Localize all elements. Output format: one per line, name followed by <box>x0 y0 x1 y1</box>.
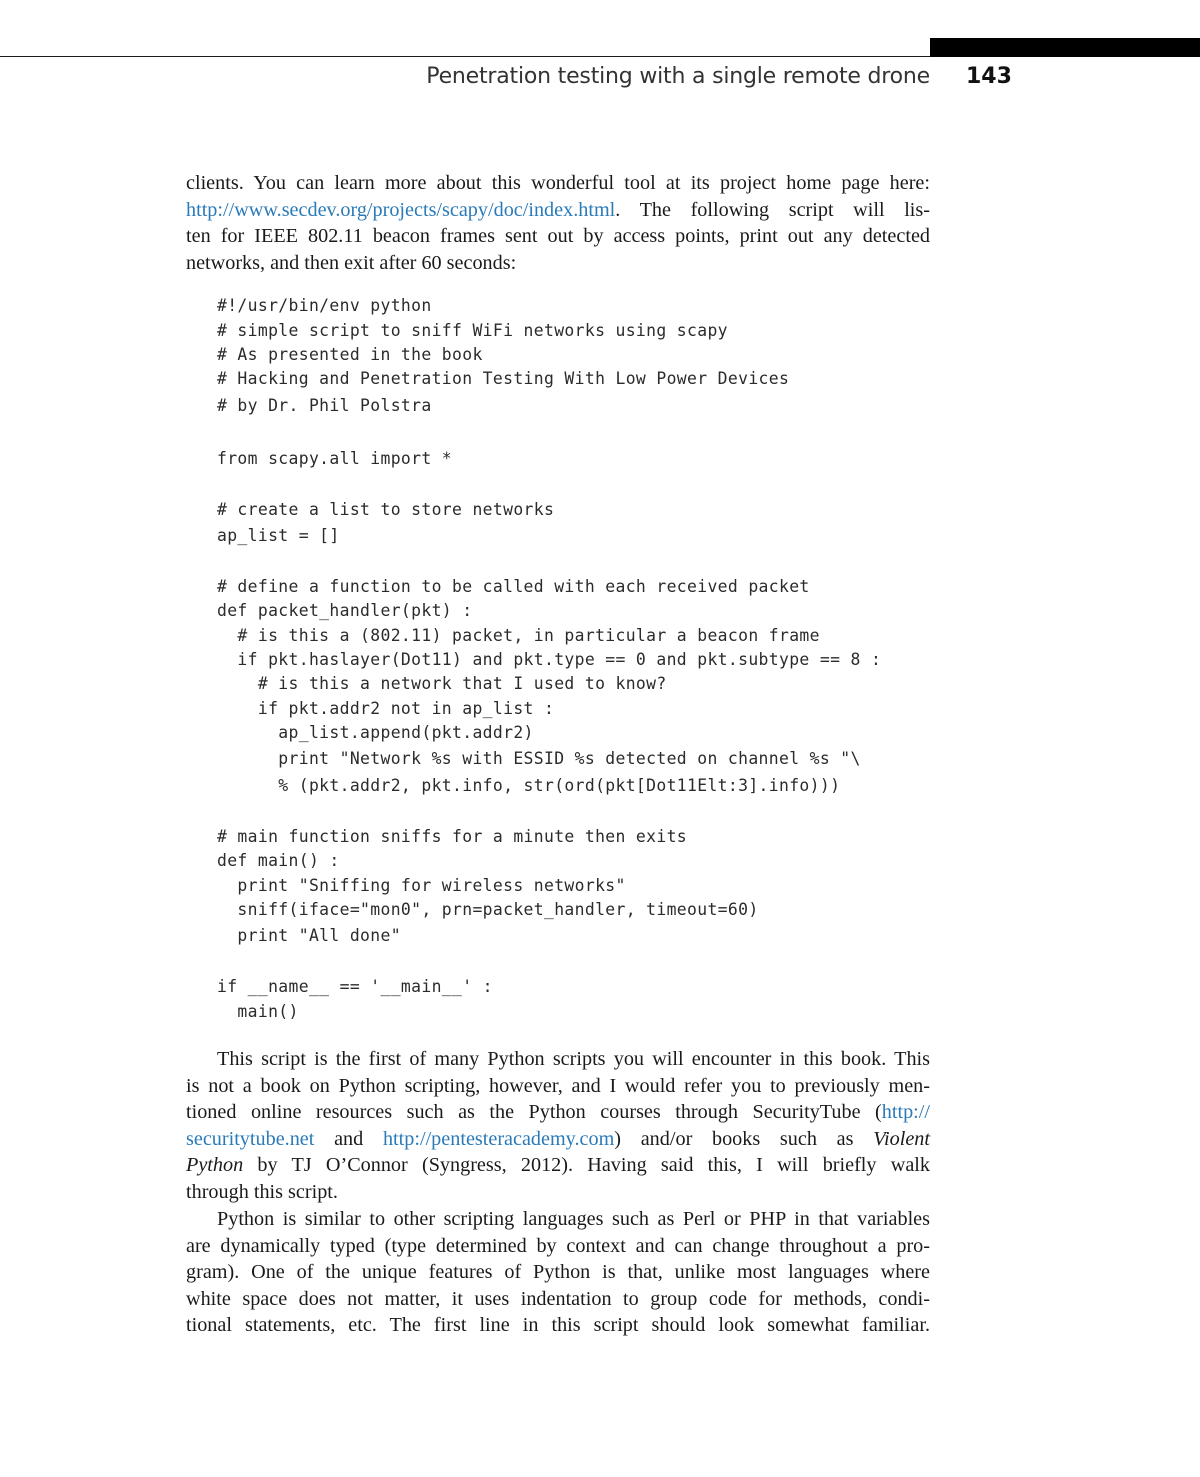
header-bar <box>930 38 1200 57</box>
code-line: # simple script to sniff WiFi networks using scapy <box>217 321 728 340</box>
securitytube-link-start[interactable]: http:// <box>881 1101 930 1124</box>
securitytube-link-end[interactable]: securitytube.net <box>186 1127 315 1150</box>
pentesteracademy-link[interactable]: http://pentesteracademy.com <box>382 1127 615 1150</box>
code-line: def main() : <box>217 851 340 870</box>
book-title-italic: Violent <box>873 1127 930 1150</box>
book-title-italic: Python <box>186 1154 244 1177</box>
code-line: # is this a (802.11) packet, in particular a beacon frame <box>217 626 820 645</box>
page-number: 143 <box>966 64 1012 89</box>
text-line <box>186 1126 930 1153</box>
code-line: ap_list.append(pkt.addr2) <box>217 723 534 742</box>
code-line: print "Sniffing for wireless networks" <box>217 876 626 895</box>
text-line: are dynamically typed (type determined by context and can change throughout a pro- <box>186 1234 930 1257</box>
text-line <box>186 1099 930 1126</box>
code-line: if __name__ == '__main__' : <box>217 977 493 996</box>
code-line: #!/usr/bin/env python <box>217 296 432 315</box>
code-line: # Hacking and Penetration Testing With Low Power Devices <box>217 369 790 388</box>
text-span: . The following script will lis- <box>615 198 930 221</box>
paragraph-python-features <box>186 1206 930 1339</box>
text-line: networks, and then exit after 60 seconds: <box>186 251 517 274</box>
text-line: ten for IEEE 802.11 beacon frames sent out by access points, print out any detected <box>186 225 930 248</box>
text-span: by TJ O’Connor (Syngress, 2012). Having said this, I will briefly walk <box>243 1154 930 1177</box>
paragraph-python-intro <box>186 1046 930 1206</box>
code-line: ap_list = [] <box>217 526 340 545</box>
text-line <box>186 197 930 224</box>
text-line: is not a book on Python scripting, however, and I would refer you to previously men- <box>186 1074 930 1097</box>
code-line: if pkt.haslayer(Dot11) and pkt.type == 0 and pkt.subtype == 8 : <box>217 650 882 669</box>
code-line: # is this a network that I used to know? <box>217 674 667 693</box>
code-line: if pkt.addr2 not in ap_list : <box>217 699 555 718</box>
code-line: # create a list to store networks <box>217 500 555 519</box>
code-line: # by Dr. Phil Polstra <box>217 396 432 415</box>
code-line: from scapy.all import * <box>217 449 453 468</box>
code-line: print "Network %s with ESSID %s detected on channel %s "\ <box>217 749 861 768</box>
text-span: and <box>314 1127 383 1150</box>
text-line: Python is similar to other scripting languages such as Perl or PHP in that variables <box>217 1208 930 1230</box>
text-line: clients. You can learn more about this wonderful tool at its project home page here: <box>186 172 930 194</box>
code-line: print "All done" <box>217 926 401 945</box>
intro-paragraph <box>186 170 930 276</box>
code-line: # main function sniffs for a minute then exits <box>217 827 688 846</box>
text-line: gram). One of the unique features of Python is that, unlike most languages where <box>186 1261 930 1284</box>
code-line: def packet_handler(pkt) : <box>217 601 473 620</box>
code-line: sniff(iface="mon0", prn=packet_handler, timeout=60) <box>217 900 759 919</box>
text-span: tioned online resources such as the Python courses through SecurityTube ( <box>186 1101 882 1124</box>
code-line: # define a function to be called with each received packet <box>217 577 810 596</box>
text-line <box>186 1152 930 1179</box>
scapy-doc-link[interactable]: http://www.secdev.org/projects/scapy/doc/index.html <box>186 198 616 221</box>
running-title: Penetration testing with a single remote drone <box>426 64 930 89</box>
text-line: This script is the first of many Python scripts you will encounter in this book. This <box>217 1048 930 1070</box>
code-line: main() <box>217 1002 299 1021</box>
code-line: % (pkt.addr2, pkt.info, str(ord(pkt[Dot11Elt:3].info))) <box>217 776 841 795</box>
text-line: tional statements, etc. The first line in this script should look somewhat familiar. <box>186 1314 930 1337</box>
text-line: through this script. <box>186 1180 338 1203</box>
text-line: white space does not matter, it uses indentation to group code for methods, condi- <box>186 1287 930 1310</box>
text-span: ) and/or books such as <box>614 1127 874 1150</box>
header-rule <box>0 56 930 57</box>
code-line: # As presented in the book <box>217 345 483 364</box>
